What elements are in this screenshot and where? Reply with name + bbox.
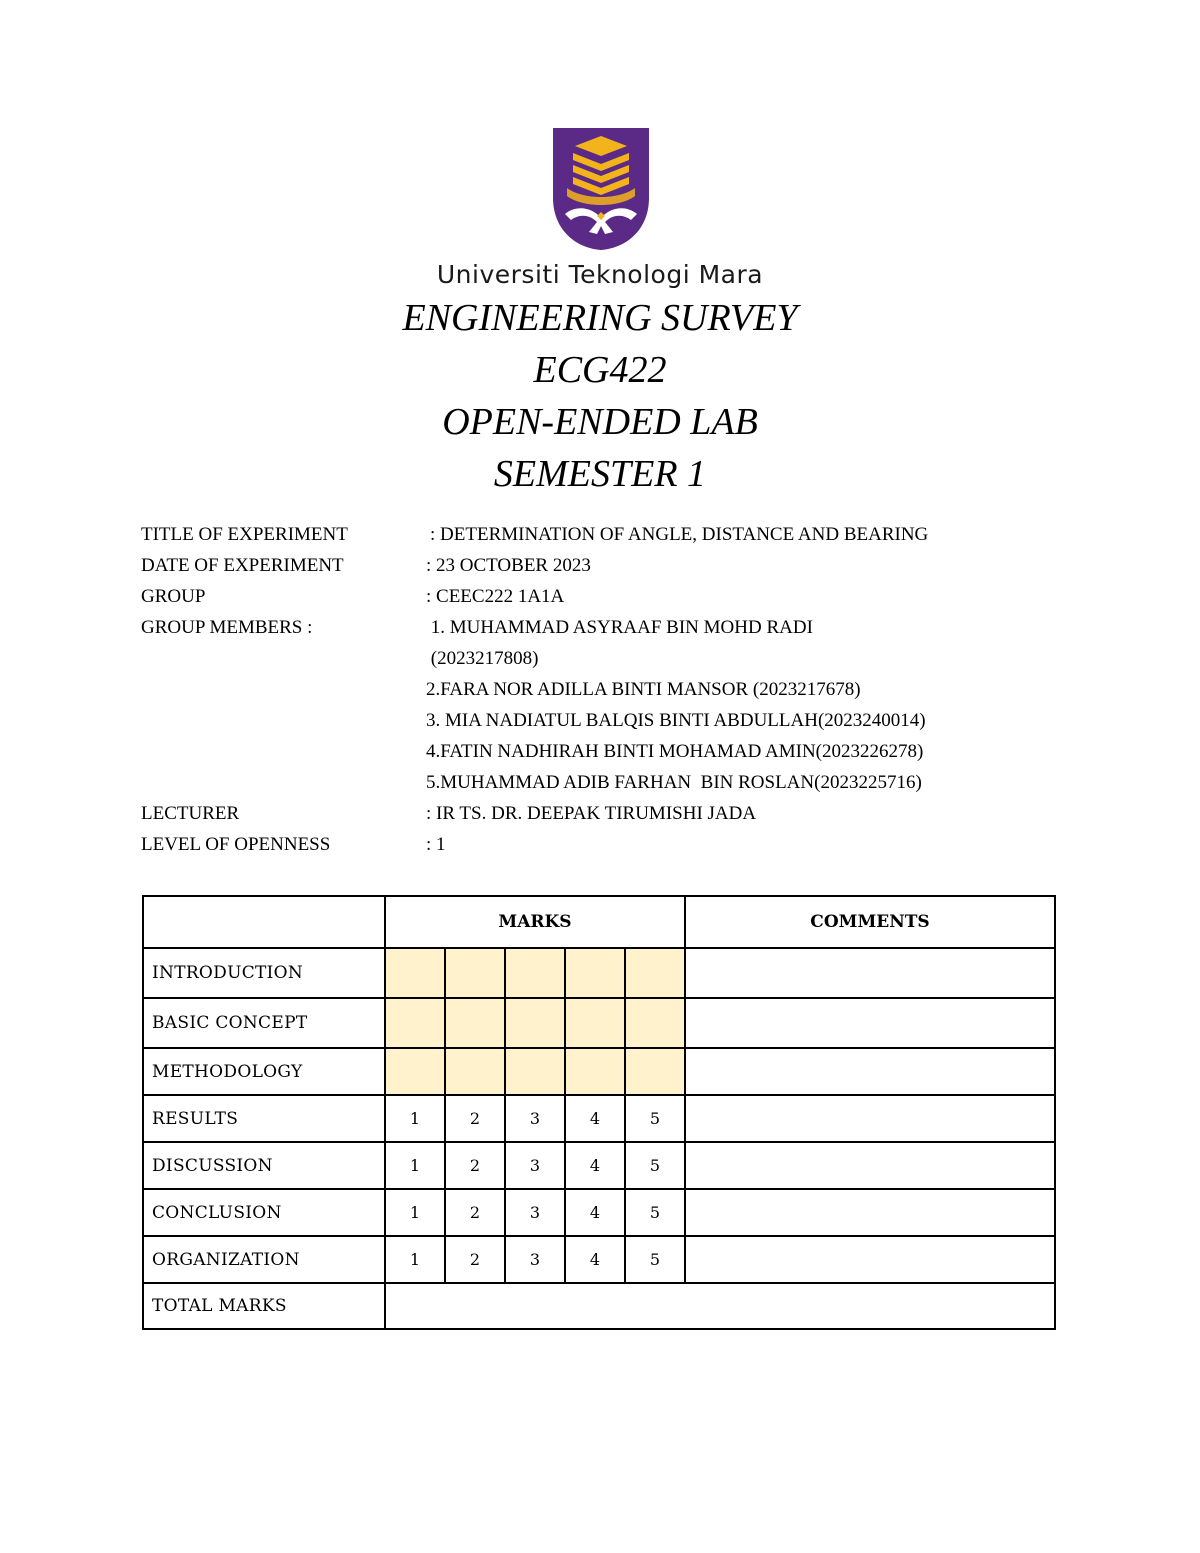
mark-cell[interactable] bbox=[625, 948, 685, 998]
marks-table bbox=[142, 895, 1056, 1330]
table-row bbox=[143, 1142, 1055, 1189]
mark-cell[interactable] bbox=[505, 1048, 565, 1095]
total-row bbox=[143, 1283, 1055, 1329]
comment-cell[interactable] bbox=[685, 998, 1055, 1048]
mark-cell[interactable]: 1 bbox=[385, 1142, 445, 1189]
table-row bbox=[143, 948, 1055, 998]
row-label: RESULTS bbox=[143, 1095, 385, 1142]
mark-cell[interactable] bbox=[505, 998, 565, 1048]
member-3: 3. MIA NADIATUL BALQIS BINTI ABDULLAH(2023240014) bbox=[426, 710, 926, 731]
row-label: METHODOLOGY bbox=[143, 1048, 385, 1095]
row-label: BASIC CONCEPT bbox=[143, 998, 385, 1048]
mark-cell[interactable]: 3 bbox=[505, 1095, 565, 1142]
member-1: 1. MUHAMMAD ASYRAAF BIN MOHD RADI bbox=[426, 617, 813, 638]
comments-header: COMMENTS bbox=[685, 896, 1055, 948]
semester: SEMESTER 1 bbox=[493, 453, 707, 495]
members-label: GROUP MEMBERS : bbox=[141, 617, 313, 638]
mark-cell[interactable]: 5 bbox=[625, 1142, 685, 1189]
date-value: : 23 OCTOBER 2023 bbox=[426, 555, 591, 576]
table-row bbox=[143, 1236, 1055, 1283]
row-label: INTRODUCTION bbox=[143, 948, 385, 998]
mark-cell[interactable] bbox=[505, 948, 565, 998]
mark-cell[interactable]: 1 bbox=[385, 1189, 445, 1236]
mark-cell[interactable]: 3 bbox=[505, 1189, 565, 1236]
uitm-crest-icon bbox=[553, 128, 649, 250]
mark-cell[interactable]: 2 bbox=[445, 1189, 505, 1236]
mark-cell[interactable]: 3 bbox=[505, 1236, 565, 1283]
marks-header: MARKS bbox=[385, 896, 685, 948]
title-value: : DETERMINATION OF ANGLE, DISTANCE AND BEARING bbox=[430, 524, 929, 545]
course-title: ENGINEERING SURVEY bbox=[402, 297, 798, 339]
mark-cell[interactable]: 4 bbox=[565, 1095, 625, 1142]
mark-cell[interactable] bbox=[445, 1048, 505, 1095]
mark-cell[interactable]: 2 bbox=[445, 1142, 505, 1189]
date-label: DATE OF EXPERIMENT bbox=[141, 555, 344, 576]
mark-cell[interactable]: 1 bbox=[385, 1095, 445, 1142]
openness-value: : 1 bbox=[426, 834, 446, 855]
row-label: DISCUSSION bbox=[143, 1142, 385, 1189]
mark-cell[interactable] bbox=[625, 998, 685, 1048]
title-label: TITLE OF EXPERIMENT bbox=[141, 524, 348, 545]
table-row bbox=[143, 998, 1055, 1048]
mark-cell[interactable] bbox=[385, 998, 445, 1048]
lecturer-label: LECTURER bbox=[141, 803, 240, 824]
mark-cell[interactable]: 5 bbox=[625, 1095, 685, 1142]
mark-cell[interactable] bbox=[565, 948, 625, 998]
group-value: : CEEC222 1A1A bbox=[426, 586, 565, 607]
mark-cell[interactable] bbox=[565, 1048, 625, 1095]
mark-cell[interactable]: 2 bbox=[445, 1236, 505, 1283]
mark-cell[interactable]: 1 bbox=[385, 1236, 445, 1283]
mark-cell[interactable] bbox=[445, 948, 505, 998]
comment-cell[interactable] bbox=[685, 1236, 1055, 1283]
total-label: TOTAL MARKS bbox=[143, 1283, 385, 1329]
mark-cell[interactable]: 4 bbox=[565, 1236, 625, 1283]
header-empty-cell bbox=[143, 896, 385, 948]
lab-type: OPEN-ENDED LAB bbox=[442, 401, 758, 443]
member-5: 5.MUHAMMAD ADIB FARHAN BIN ROSLAN(2023225716) bbox=[426, 772, 922, 793]
lecturer-value: : IR TS. DR. DEEPAK TIRUMISHI JADA bbox=[426, 803, 757, 824]
comment-cell[interactable] bbox=[685, 1142, 1055, 1189]
comment-cell[interactable] bbox=[685, 1189, 1055, 1236]
row-label: CONCLUSION bbox=[143, 1189, 385, 1236]
mark-cell[interactable] bbox=[445, 998, 505, 1048]
row-label: ORGANIZATION bbox=[143, 1236, 385, 1283]
table-row bbox=[143, 1189, 1055, 1236]
mark-cell[interactable] bbox=[565, 998, 625, 1048]
member-1-id: (2023217808) bbox=[426, 648, 539, 669]
mark-cell[interactable]: 5 bbox=[625, 1236, 685, 1283]
table-row bbox=[143, 1095, 1055, 1142]
mark-cell[interactable]: 4 bbox=[565, 1142, 625, 1189]
openness-label: LEVEL OF OPENNESS bbox=[141, 834, 331, 855]
group-label: GROUP bbox=[141, 586, 206, 607]
university-name: Universiti Teknologi Mara bbox=[436, 260, 764, 289]
mark-cell[interactable]: 5 bbox=[625, 1189, 685, 1236]
mark-cell[interactable] bbox=[625, 1048, 685, 1095]
mark-cell[interactable]: 2 bbox=[445, 1095, 505, 1142]
mark-cell[interactable] bbox=[385, 1048, 445, 1095]
table-header-row bbox=[143, 896, 1055, 948]
total-cell[interactable] bbox=[385, 1283, 1055, 1329]
mark-cell[interactable]: 3 bbox=[505, 1142, 565, 1189]
table-row bbox=[143, 1048, 1055, 1095]
mark-cell[interactable]: 4 bbox=[565, 1189, 625, 1236]
course-code: ECG422 bbox=[533, 349, 667, 391]
comment-cell[interactable] bbox=[685, 1095, 1055, 1142]
mark-cell[interactable] bbox=[385, 948, 445, 998]
comment-cell[interactable] bbox=[685, 1048, 1055, 1095]
comment-cell[interactable] bbox=[685, 948, 1055, 998]
member-2: 2.FARA NOR ADILLA BINTI MANSOR (2023217678) bbox=[426, 679, 861, 700]
member-4: 4.FATIN NADHIRAH BINTI MOHAMAD AMIN(2023226278) bbox=[426, 741, 924, 762]
